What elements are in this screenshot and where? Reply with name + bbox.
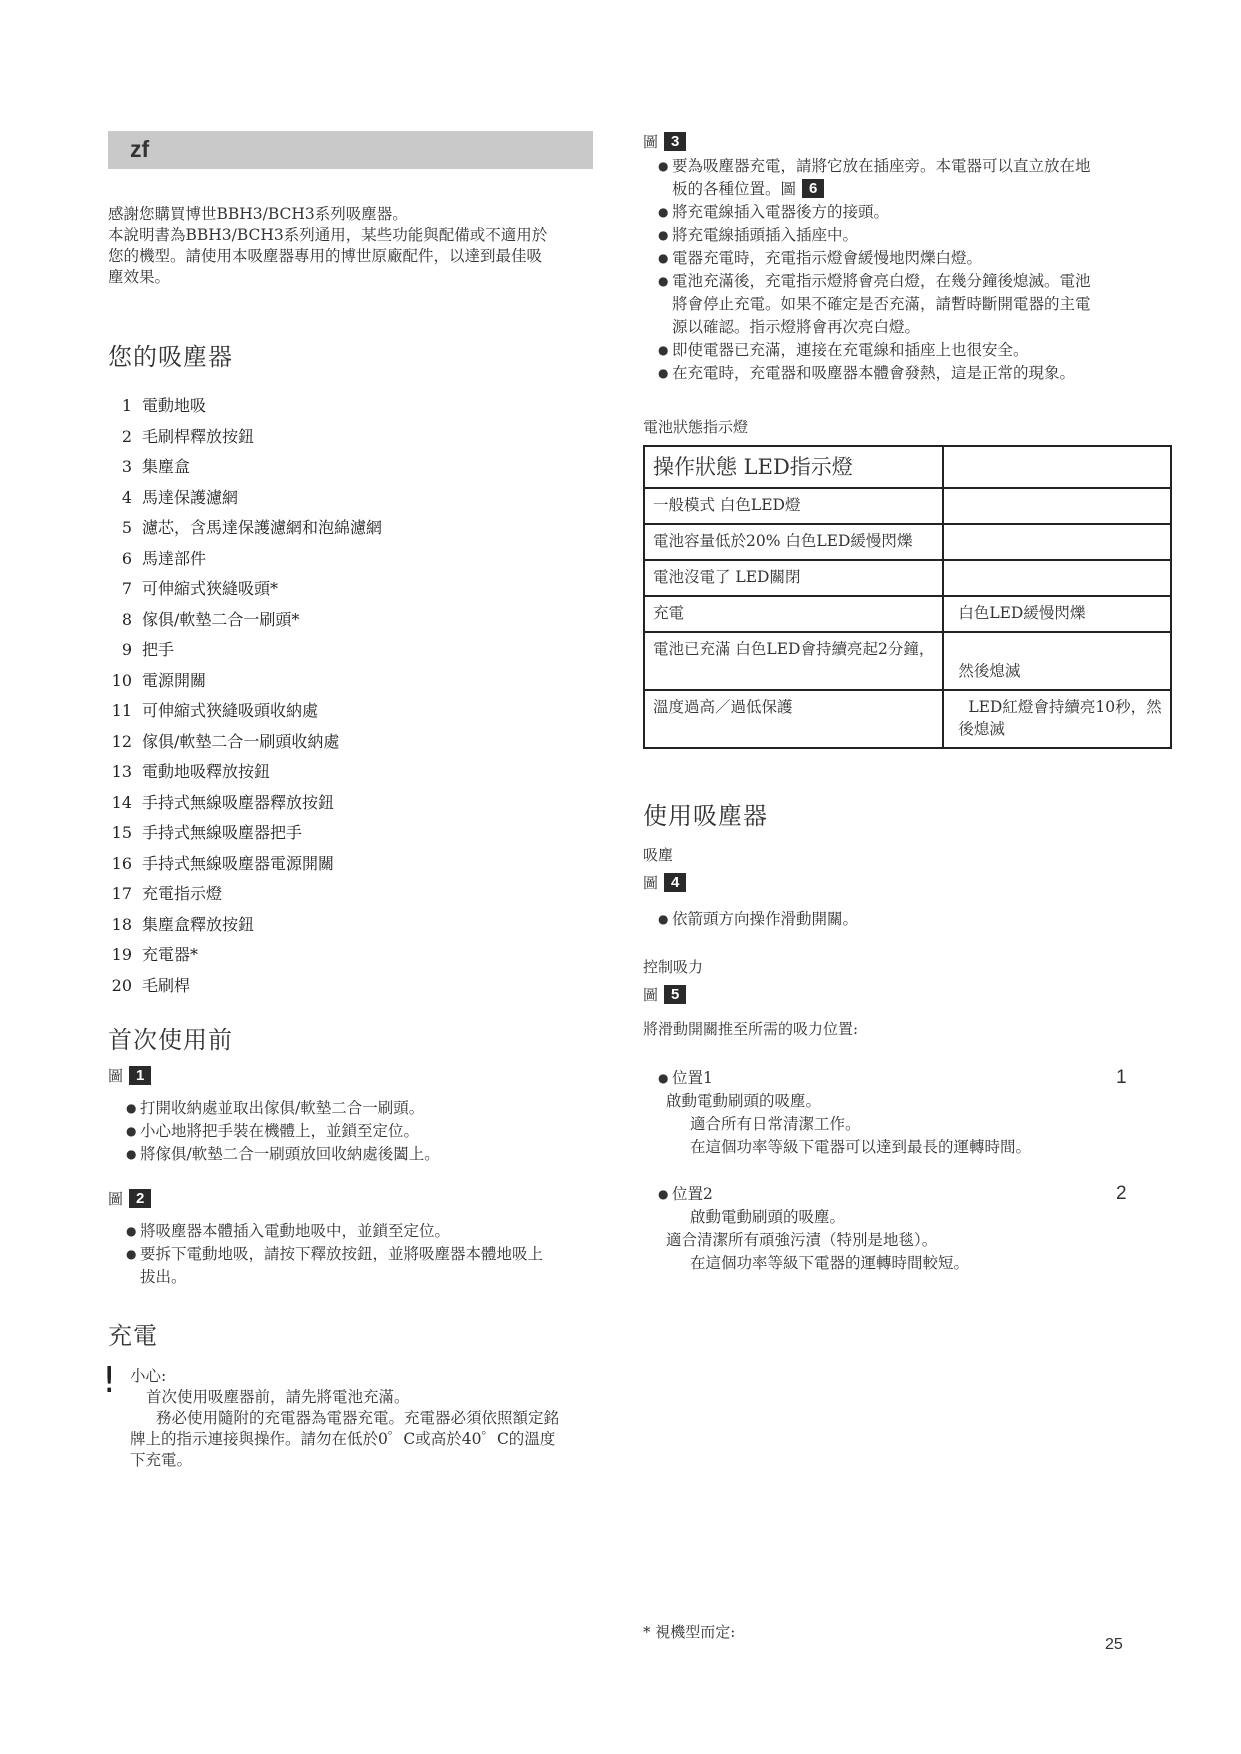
list-item-number: 8 bbox=[121, 609, 132, 629]
figure-number-box: 6 bbox=[802, 179, 824, 198]
charging-step: ● 電池充滿後，充電指示燈將會亮白燈，在幾分鐘後熄滅。電池 bbox=[660, 270, 1150, 293]
caution-line: 牌上的指示連接與操作。請勿在低於0゜C或高於40゜C的溫度 bbox=[130, 1430, 556, 1448]
figure-number-box: 1 bbox=[129, 1066, 151, 1085]
table-cell: 電池已充滿 白色LED會持續亮起2分鐘， bbox=[644, 632, 943, 690]
slide-instruction: 將滑動開關推至所需的吸力位置: bbox=[643, 1020, 859, 1038]
intro-line: 本說明書為BBH3/BCH3系列通用，某些功能與配備或不適用於 bbox=[108, 226, 548, 244]
list-item-label: 把手 bbox=[142, 640, 175, 659]
language-code: zf bbox=[130, 136, 150, 162]
list-item-label: 集塵盒 bbox=[142, 457, 191, 476]
battery-table-caption: 電池狀態指示燈 bbox=[643, 418, 749, 436]
parts-list bbox=[108, 391, 382, 1001]
position-line: 適合清潔所有頑強污漬（特別是地毯）。 bbox=[666, 1231, 938, 1249]
list-item-number: 4 bbox=[121, 487, 132, 507]
list-item-label: 傢俱/軟墊二合一刷頭* bbox=[142, 609, 300, 629]
position-line: 在這個功率等級下電器的運轉時間較短。 bbox=[690, 1254, 970, 1272]
figure-label-text: 圖 bbox=[643, 133, 659, 151]
step-item: ● 依箭頭方向操作滑動開關。 bbox=[660, 908, 858, 931]
figure-number-box: 4 bbox=[664, 873, 686, 892]
list-item-number: 17 bbox=[111, 884, 132, 903]
list-item-number: 13 bbox=[111, 762, 132, 781]
list-item bbox=[108, 971, 382, 1002]
table-cell: 電池沒電了 LED關閉 bbox=[644, 560, 943, 596]
caution-line: 務必使用隨附的充電器為電器充電。充電器必須依照額定銘 bbox=[156, 1409, 560, 1427]
list-item-number: 3 bbox=[121, 457, 132, 476]
charging-step: ● 電器充電時，充電指示燈會緩慢地閃爍白燈。 bbox=[660, 247, 1150, 270]
list-item-number: 6 bbox=[121, 548, 132, 568]
before-use-title: 首次使用前 bbox=[108, 1026, 233, 1054]
list-item-number: 14 bbox=[111, 792, 132, 812]
vacuum-subtitle: 吸塵 bbox=[643, 846, 674, 864]
warning-icon: ! bbox=[102, 1360, 117, 1401]
table-header-cell: 操作狀態 LED指示燈 bbox=[644, 446, 943, 488]
page-number: 25 bbox=[1105, 1636, 1123, 1653]
table-cell: 電池容量低於20% 白色LED緩慢閃爍 bbox=[644, 524, 943, 560]
position-1-icon: 1 bbox=[1116, 1067, 1127, 1088]
list-item-label: 馬達部件 bbox=[142, 548, 207, 568]
figure-3-label bbox=[643, 131, 686, 152]
list-item-number: 15 bbox=[111, 823, 132, 842]
table-cell bbox=[943, 488, 1170, 524]
list-item-label: 電動地吸 bbox=[142, 396, 207, 415]
figure-4-steps bbox=[660, 908, 858, 931]
figure-number-box: 5 bbox=[664, 985, 686, 1004]
list-item-label: 集塵盒釋放按鈕 bbox=[142, 914, 255, 934]
figure-2-label bbox=[108, 1188, 151, 1209]
charging-step-continued: 將會停止充電。如果不確定是否充滿，請暫時斷開電器的主電 bbox=[672, 295, 1091, 313]
list-item bbox=[108, 818, 382, 849]
charging-step-continued bbox=[660, 178, 1150, 201]
intro-line: 塵效果。 bbox=[108, 268, 171, 286]
caution-line: 下充電。 bbox=[130, 1451, 193, 1469]
list-item bbox=[108, 513, 382, 544]
table-cell: 白色LED緩慢閃爍 bbox=[943, 596, 1170, 632]
figure-5-label bbox=[643, 984, 686, 1005]
table-row bbox=[644, 560, 1171, 596]
list-item-label: 手持式無線吸塵器電源開關 bbox=[142, 853, 335, 873]
table-row bbox=[644, 690, 1171, 748]
table-row bbox=[644, 632, 1171, 690]
list-item bbox=[108, 422, 382, 453]
list-item bbox=[108, 605, 382, 636]
charging-step: ● 要為吸塵器充電，請將它放在插座旁。本電器可以直立放在地 bbox=[660, 155, 1150, 178]
list-item bbox=[108, 940, 382, 971]
figure-label-text: 圖 bbox=[108, 1067, 124, 1085]
charging-step-continued: 源以確認。指示燈將會再次亮白燈。 bbox=[672, 318, 921, 336]
table-cell-line: LED紅燈會持續亮10秒，然 bbox=[968, 698, 1162, 716]
list-item-label: 傢俱/軟墊二合一刷頭收納處 bbox=[142, 731, 340, 751]
list-item-label: 可伸縮式狹縫吸頭收納處 bbox=[142, 701, 319, 720]
list-item-label: 充電器* bbox=[142, 945, 199, 964]
table-row bbox=[644, 596, 1171, 632]
table-row bbox=[644, 524, 1171, 560]
list-item-label: 充電指示燈 bbox=[142, 884, 223, 903]
position-1-block bbox=[660, 1067, 1120, 1159]
intro-text bbox=[108, 204, 628, 288]
list-item bbox=[108, 788, 382, 819]
table-cell bbox=[943, 690, 1170, 748]
list-item-number: 19 bbox=[111, 945, 132, 964]
step-item: ● 小心地將把手裝在機體上，並鎖至定位。 bbox=[128, 1120, 628, 1143]
language-header-bar bbox=[108, 131, 593, 169]
list-item bbox=[108, 574, 382, 605]
list-item bbox=[108, 452, 382, 483]
table-header-cell-empty bbox=[943, 446, 1170, 488]
charging-step: ● 在充電時，充電器和吸塵器本體會發熱，這是正常的現象。 bbox=[660, 362, 1150, 385]
list-item-label: 濾芯，含馬達保護濾網和泡綿濾網 bbox=[142, 518, 383, 537]
list-item-number: 2 bbox=[121, 426, 132, 446]
list-item-number: 7 bbox=[121, 579, 132, 598]
charging-title: 充電 bbox=[108, 1322, 158, 1350]
step-item: ● 將吸塵器本體插入電動地吸中，並鎖至定位。 bbox=[128, 1220, 628, 1243]
figure-4-label bbox=[643, 872, 686, 893]
figure-number-box: 3 bbox=[664, 132, 686, 151]
list-item-number: 16 bbox=[111, 853, 132, 873]
position-line: 啟動電動刷頭的吸塵。 bbox=[666, 1092, 822, 1110]
charging-step: ● 即使電器已充滿，連接在充電線和插座上也很安全。 bbox=[660, 339, 1150, 362]
battery-status-table bbox=[643, 445, 1172, 749]
list-item-label: 手持式無線吸塵器釋放按鈕 bbox=[142, 792, 335, 812]
list-item-label: 電動地吸釋放按鈕 bbox=[142, 762, 271, 781]
step-item: ● 要拆下電動地吸，請按下釋放按鈕，並將吸塵器本體地吸上 bbox=[128, 1243, 628, 1266]
list-item-number: 11 bbox=[111, 701, 132, 720]
list-item bbox=[108, 544, 382, 575]
list-item-number: 10 bbox=[111, 670, 132, 690]
figure-2-steps bbox=[128, 1220, 628, 1289]
position-2-icon: 2 bbox=[1116, 1183, 1127, 1204]
parts-title: 您的吸塵器 bbox=[108, 343, 233, 371]
position-line: 啟動電動刷頭的吸塵。 bbox=[690, 1208, 846, 1226]
list-item bbox=[108, 849, 382, 880]
list-item bbox=[108, 666, 382, 697]
table-row bbox=[644, 488, 1171, 524]
list-item bbox=[108, 696, 382, 727]
position-label: ● 位置2 bbox=[660, 1183, 1120, 1206]
list-item bbox=[108, 757, 382, 788]
list-item-number: 12 bbox=[111, 731, 132, 751]
list-item-number: 9 bbox=[121, 640, 132, 659]
charging-step-text: 板的各種位置。圖 bbox=[672, 180, 797, 198]
figure-1-steps bbox=[128, 1097, 628, 1166]
position-label: ● 位置1 bbox=[660, 1067, 1120, 1090]
table-cell: 然後熄滅 bbox=[943, 632, 1170, 690]
list-item bbox=[108, 879, 382, 910]
table-cell bbox=[943, 524, 1170, 560]
table-cell bbox=[943, 560, 1170, 596]
figure-label-text: 圖 bbox=[643, 986, 659, 1004]
intro-line: 您的機型。請使用本吸塵器專用的博世原廠配件，以達到最佳吸 bbox=[108, 247, 543, 265]
table-header-row bbox=[644, 446, 1171, 488]
table-cell: 一般模式 白色LED燈 bbox=[644, 488, 943, 524]
list-item-label: 毛刷桿釋放按鈕 bbox=[142, 426, 255, 446]
list-item-label: 可伸縮式狹縫吸頭* bbox=[142, 579, 279, 598]
intro-line: 感謝您購買博世BBH3/BCH3系列吸塵器。 bbox=[108, 205, 408, 223]
list-item-number: 1 bbox=[121, 396, 132, 415]
list-item bbox=[108, 391, 382, 422]
caution-block bbox=[130, 1366, 630, 1471]
list-item bbox=[108, 910, 382, 941]
list-item bbox=[108, 483, 382, 514]
position-line: 適合所有日常清潔工作。 bbox=[690, 1115, 861, 1133]
list-item-number: 18 bbox=[111, 914, 132, 934]
list-item bbox=[108, 727, 382, 758]
position-2-block bbox=[660, 1183, 1120, 1275]
table-cell: 溫度過高／過低保護 bbox=[644, 690, 943, 748]
list-item-label: 電源開關 bbox=[142, 670, 207, 690]
list-item-number: 20 bbox=[111, 975, 132, 995]
step-item-continued: 拔出。 bbox=[140, 1268, 187, 1286]
step-item: ● 打開收納處並取出傢俱/軟墊二合一刷頭。 bbox=[128, 1097, 628, 1120]
footnote: * 視機型而定: bbox=[643, 1623, 736, 1641]
figure-number-box: 2 bbox=[129, 1189, 151, 1208]
charging-step: ● 將充電線插頭插入插座中。 bbox=[660, 224, 1150, 247]
list-item bbox=[108, 635, 382, 666]
suction-subtitle: 控制吸力 bbox=[643, 958, 704, 976]
position-line: 在這個功率等級下電器可以達到最長的運轉時間。 bbox=[690, 1138, 1032, 1156]
list-item-label: 毛刷桿 bbox=[142, 975, 191, 995]
caution-label: 小心: bbox=[130, 1367, 167, 1385]
list-item-label: 手持式無線吸塵器把手 bbox=[142, 823, 303, 842]
figure-1-label bbox=[108, 1065, 151, 1086]
charging-steps bbox=[660, 155, 1150, 385]
step-item: ● 將傢俱/軟墊二合一刷頭放回收納處後闔上。 bbox=[128, 1143, 628, 1166]
table-cell-line: 後熄滅 bbox=[958, 720, 1005, 738]
using-title: 使用吸塵器 bbox=[643, 802, 768, 830]
list-item-number: 5 bbox=[121, 518, 132, 537]
caution-line: 首次使用吸塵器前，請先將電池充滿。 bbox=[146, 1388, 410, 1406]
charging-step: ● 將充電線插入電器後方的接頭。 bbox=[660, 201, 1150, 224]
list-item-label: 馬達保護濾網 bbox=[142, 487, 239, 507]
table-cell: 充電 bbox=[644, 596, 943, 632]
figure-label-text: 圖 bbox=[108, 1190, 124, 1208]
figure-label-text: 圖 bbox=[643, 874, 659, 892]
